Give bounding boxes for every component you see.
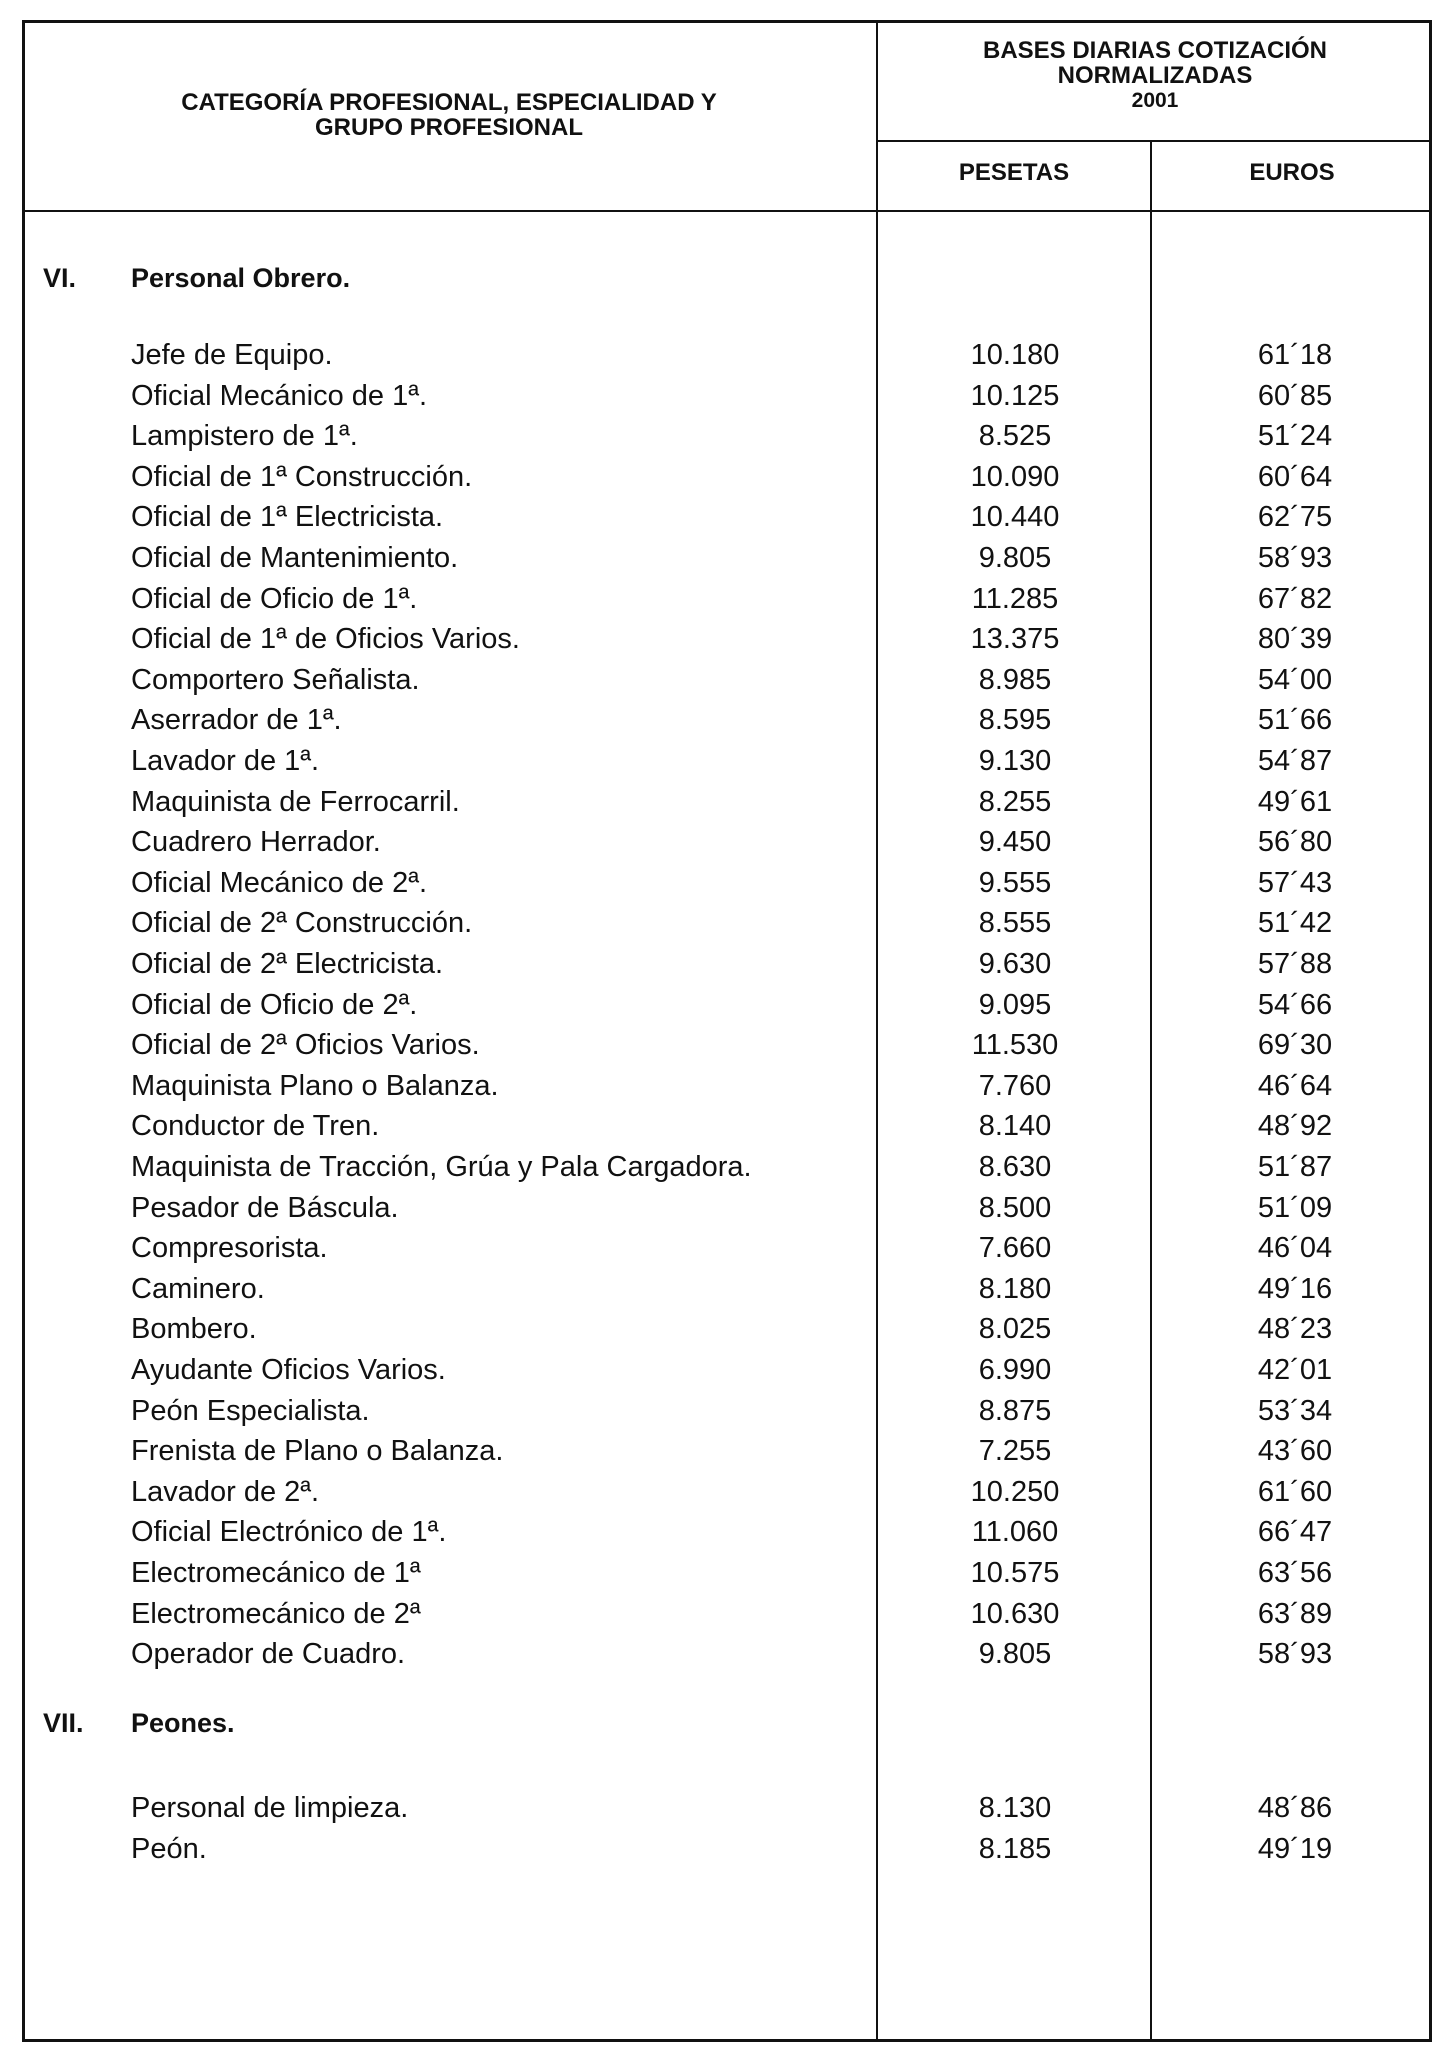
- header-rule-bottom: [22, 210, 1432, 212]
- row-euros-value: 54´87: [1257, 745, 1333, 777]
- bases-header-line: NORMALIZADAS: [1057, 62, 1253, 89]
- table-row: [0, 822, 1447, 862]
- bases-header: [878, 38, 1432, 113]
- row-euros-value: 62´75: [1257, 501, 1333, 534]
- table-row: [0, 944, 1447, 984]
- row-pesetas-value: 7.760: [978, 1069, 1052, 1102]
- row-category-cell: [131, 1512, 876, 1552]
- row-category-label: Oficial Electrónico de 1ª.: [131, 1516, 449, 1548]
- row-euros-value: 48´86: [1257, 1792, 1333, 1824]
- table-row: [0, 1472, 1447, 1512]
- row-category-cell: [131, 944, 876, 984]
- row-pesetas-value: 10.180: [970, 339, 1060, 371]
- row-category-cell: [131, 1066, 876, 1106]
- header-rule-bases: [876, 140, 1432, 142]
- row-pesetas-value: 9.555: [978, 866, 1052, 899]
- row-pesetas-value: 9.630: [978, 948, 1052, 980]
- row-pesetas-value: 10.090: [970, 460, 1060, 493]
- row-category-cell: [131, 619, 876, 659]
- row-euros-value: 48´23: [1257, 1313, 1333, 1346]
- table-row: [0, 457, 1447, 497]
- row-category-label: Oficial de Oficio de 1ª.: [131, 583, 420, 615]
- row-category-cell: [131, 416, 876, 456]
- table-row: [0, 579, 1447, 619]
- row-pesetas-value: 9.450: [978, 826, 1052, 859]
- row-category-cell: [131, 1553, 876, 1593]
- section-number: VII.: [43, 1708, 84, 1738]
- row-euros-value: 51´87: [1257, 1151, 1333, 1183]
- row-category-label: Compresorista.: [131, 1232, 331, 1264]
- row-euros-value: 58´93: [1257, 1638, 1333, 1671]
- row-category-label: Lampistero de 1ª.: [131, 420, 361, 452]
- row-euros-value: 53´34: [1257, 1394, 1333, 1427]
- row-category-label: Operador de Cuadro.: [131, 1638, 408, 1670]
- row-euros-value: 49´61: [1257, 785, 1333, 818]
- row-euros-value: 42´01: [1257, 1354, 1333, 1386]
- row-category-cell: [131, 1472, 876, 1512]
- row-category-label: Maquinista Plano o Balanza.: [131, 1070, 502, 1102]
- category-header-line: CATEGORÍA PROFESIONAL, ESPECIALIDAD Y: [181, 89, 717, 116]
- bases-header-line: 2001: [1131, 89, 1179, 112]
- row-euros-value: 57´88: [1257, 948, 1333, 980]
- row-category-cell: [131, 1188, 876, 1228]
- row-pesetas-value: 8.555: [978, 907, 1052, 940]
- row-pesetas-value: 10.630: [970, 1597, 1060, 1630]
- row-category-cell: [131, 1106, 876, 1146]
- row-category-cell: [131, 863, 876, 903]
- row-euros-value: 57´43: [1257, 866, 1333, 899]
- row-category-label: Oficial de 2ª Construcción.: [131, 907, 475, 939]
- row-category-label: Peón.: [131, 1833, 210, 1865]
- table-row: [0, 1594, 1447, 1634]
- euros-column-header: EUROS: [1249, 159, 1335, 186]
- row-pesetas-value: 8.595: [978, 704, 1052, 737]
- row-category-cell: [131, 782, 876, 822]
- table-row: [0, 1634, 1447, 1674]
- row-category-label: Oficial de 2ª Electricista.: [131, 948, 446, 980]
- row-euros-value: 63´56: [1257, 1557, 1333, 1589]
- row-category-label: Pesador de Báscula.: [131, 1192, 402, 1224]
- row-category-cell: [131, 1269, 876, 1309]
- row-pesetas-value: 7.255: [978, 1435, 1052, 1468]
- bases-header-line: BASES DIARIAS COTIZACIÓN: [982, 37, 1327, 64]
- row-category-cell: [131, 1431, 876, 1471]
- row-category-cell: [131, 700, 876, 740]
- row-pesetas-value: 10.250: [970, 1475, 1060, 1508]
- row-category-label: Oficial de 1ª Electricista.: [131, 501, 446, 533]
- table-row: [0, 497, 1447, 537]
- table-row: [0, 619, 1447, 659]
- section-title-vii: Peones.: [131, 1708, 235, 1738]
- row-pesetas-value: 13.375: [970, 623, 1060, 656]
- row-category-label: Oficial de 1ª de Oficios Varios.: [131, 623, 523, 655]
- table-row: [0, 660, 1447, 700]
- row-euros-value: 67´82: [1257, 582, 1333, 615]
- row-pesetas-value: 8.500: [978, 1191, 1052, 1224]
- table-row: [0, 376, 1447, 416]
- row-category-cell: [131, 376, 876, 416]
- row-pesetas-value: 11.285: [971, 582, 1059, 615]
- row-category-label: Caminero.: [131, 1273, 268, 1305]
- row-pesetas-value: 10.440: [970, 501, 1060, 534]
- row-euros-value: 61´18: [1257, 339, 1333, 371]
- row-category-label: Cuadrero Herrador.: [131, 826, 384, 858]
- row-category-cell: [131, 1594, 876, 1634]
- row-pesetas-value: 8.140: [978, 1110, 1052, 1143]
- row-category-label: Ayudante Oficios Varios.: [131, 1354, 449, 1386]
- row-pesetas-value: 9.805: [978, 1638, 1052, 1671]
- row-category-cell: [131, 335, 876, 375]
- table-row: [0, 741, 1447, 781]
- table-row: [0, 985, 1447, 1025]
- section-number: VI.: [43, 263, 77, 293]
- row-pesetas-value: 8.025: [978, 1313, 1052, 1346]
- row-category-cell: [131, 579, 876, 619]
- section-heading-vii: [43, 1708, 84, 1739]
- table-row: [0, 1350, 1447, 1390]
- row-category-cell: [131, 1309, 876, 1349]
- row-pesetas-value: 11.530: [971, 1029, 1059, 1062]
- row-pesetas-value: 8.875: [978, 1394, 1052, 1427]
- row-category-cell: [131, 1634, 876, 1674]
- row-euros-value: 69´30: [1257, 1029, 1333, 1062]
- row-category-label: Aserrador de 1ª.: [131, 704, 345, 736]
- row-euros-value: 46´04: [1257, 1232, 1333, 1265]
- row-pesetas-value: 8.180: [978, 1272, 1052, 1305]
- row-pesetas-value: 10.575: [970, 1557, 1060, 1589]
- row-euros-value: 48´92: [1257, 1110, 1333, 1143]
- table-row: [0, 1431, 1447, 1471]
- row-category-cell: [131, 1025, 876, 1065]
- row-pesetas-value: 8.525: [978, 420, 1052, 453]
- table-row: [0, 335, 1447, 375]
- row-pesetas-value: 9.130: [978, 745, 1052, 777]
- row-euros-value: 46´64: [1257, 1069, 1333, 1102]
- row-category-label: Oficial Mecánico de 1ª.: [131, 380, 430, 412]
- row-category-cell: [131, 1788, 876, 1828]
- table-row: [0, 538, 1447, 578]
- row-category-cell: [131, 985, 876, 1025]
- row-category-cell: [131, 903, 876, 943]
- section-title-vi: Personal Obrero.: [131, 263, 351, 293]
- table-row: [0, 1553, 1447, 1593]
- row-category-cell: [131, 1350, 876, 1390]
- row-category-label: Personal de limpieza.: [131, 1792, 411, 1824]
- row-pesetas-value: 8.185: [978, 1832, 1052, 1865]
- row-category-label: Oficial Mecánico de 2ª.: [131, 867, 430, 899]
- row-pesetas-value: 8.985: [978, 663, 1052, 696]
- table-row: [0, 1025, 1447, 1065]
- table-row: [0, 700, 1447, 740]
- table-row: [0, 1106, 1447, 1146]
- row-euros-value: 60´64: [1257, 460, 1333, 493]
- row-category-cell: [131, 822, 876, 862]
- row-euros-value: 58´93: [1257, 542, 1333, 574]
- table-row: [0, 416, 1447, 456]
- table-row: [0, 1188, 1447, 1228]
- section-heading-vi: [43, 263, 76, 294]
- row-category-label: Peón Especialista.: [131, 1395, 373, 1427]
- row-category-cell: [131, 457, 876, 497]
- row-category-cell: [131, 660, 876, 700]
- row-category-label: Electromecánico de 1ª: [131, 1557, 424, 1589]
- row-category-label: Oficial de 1ª Construcción.: [131, 461, 475, 493]
- row-category-cell: [131, 1829, 876, 1869]
- row-pesetas-value: 10.125: [970, 379, 1060, 412]
- category-header: [24, 90, 874, 140]
- table-row: [0, 863, 1447, 903]
- table-row: [0, 1309, 1447, 1349]
- row-euros-value: 54´00: [1257, 663, 1333, 696]
- row-category-label: Bombero.: [131, 1313, 260, 1345]
- row-category-label: Conductor de Tren.: [131, 1110, 382, 1142]
- table-row: [0, 1829, 1447, 1869]
- row-category-cell: [131, 1228, 876, 1268]
- row-pesetas-value: 7.660: [978, 1232, 1052, 1265]
- table-row: [0, 782, 1447, 822]
- table-row: [0, 1788, 1447, 1828]
- row-category-cell: [131, 497, 876, 537]
- row-euros-value: 61´60: [1257, 1475, 1333, 1508]
- row-pesetas-value: 9.805: [978, 542, 1052, 574]
- row-category-label: Electromecánico de 2ª: [131, 1598, 424, 1630]
- row-category-label: Oficial de Mantenimiento.: [131, 542, 461, 574]
- table-row: [0, 1228, 1447, 1268]
- row-pesetas-value: 6.990: [978, 1354, 1052, 1386]
- table-row: [0, 1066, 1447, 1106]
- row-euros-value: 51´24: [1257, 420, 1333, 453]
- row-euros-value: 51´42: [1257, 907, 1333, 940]
- category-header-line: GRUPO PROFESIONAL: [314, 114, 584, 141]
- row-pesetas-value: 8.630: [978, 1151, 1052, 1183]
- row-category-label: Jefe de Equipo.: [131, 339, 336, 371]
- row-category-cell: [131, 1147, 876, 1187]
- row-pesetas-value: 9.095: [978, 988, 1052, 1021]
- row-pesetas-value: 8.255: [978, 785, 1052, 818]
- row-category-label: Lavador de 1ª.: [131, 745, 322, 777]
- row-category-cell: [131, 1391, 876, 1431]
- table-row: [0, 903, 1447, 943]
- table-row: [0, 1269, 1447, 1309]
- row-euros-value: 60´85: [1257, 379, 1333, 412]
- table-row: [0, 1147, 1447, 1187]
- row-category-label: Oficial de 2ª Oficios Varios.: [131, 1029, 483, 1061]
- row-category-label: Oficial de Oficio de 2ª.: [131, 989, 420, 1021]
- row-euros-value: 49´16: [1257, 1272, 1333, 1305]
- row-pesetas-value: 8.130: [978, 1792, 1052, 1824]
- row-euros-value: 54´66: [1257, 988, 1333, 1021]
- row-category-label: Comportero Señalista.: [131, 664, 423, 696]
- row-euros-value: 49´19: [1257, 1832, 1333, 1865]
- row-euros-value: 56´80: [1257, 826, 1333, 859]
- row-euros-value: 51´09: [1257, 1191, 1333, 1224]
- row-category-label: Frenista de Plano o Balanza.: [131, 1435, 506, 1467]
- table-row: [0, 1512, 1447, 1552]
- row-pesetas-value: 11.060: [971, 1516, 1059, 1549]
- row-category-cell: [131, 741, 876, 781]
- pesetas-column-header: PESETAS: [958, 159, 1070, 186]
- row-euros-value: 51´66: [1257, 704, 1333, 737]
- row-category-label: Maquinista de Tracción, Grúa y Pala Cargadora.: [131, 1151, 755, 1183]
- row-category-label: Maquinista de Ferrocarril.: [131, 786, 463, 818]
- row-euros-value: 63´89: [1257, 1597, 1333, 1630]
- row-euros-value: 66´47: [1257, 1516, 1333, 1549]
- row-euros-value: 80´39: [1257, 623, 1333, 656]
- row-euros-value: 43´60: [1257, 1435, 1333, 1468]
- row-category-label: Lavador de 2ª.: [131, 1476, 322, 1508]
- table-row: [0, 1391, 1447, 1431]
- row-category-cell: [131, 538, 876, 578]
